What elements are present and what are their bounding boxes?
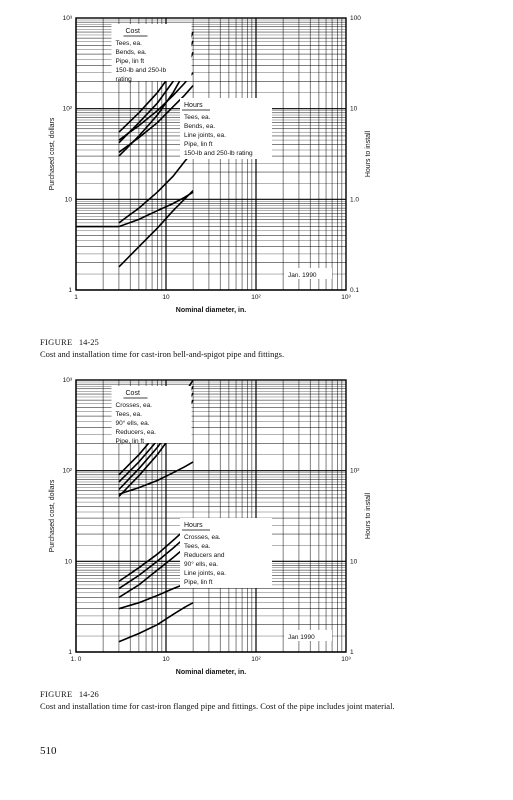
hours-series-label: Tees, ea. [184, 543, 211, 550]
y-tick-label-left: 1 [68, 649, 72, 656]
cost-series-label: Tees, ea. [115, 40, 142, 47]
x-tick-label: 10 [162, 294, 170, 301]
cost-series-label: Reducers, ea. [115, 429, 156, 436]
legend-cost-title: Cost [125, 390, 140, 397]
x-tick-label: 1 [74, 294, 78, 301]
y-axis-label-left: Purchased cost, dollars [49, 117, 56, 191]
date-note: Jan 1990 [288, 634, 315, 641]
date-note: Jan. 1990 [288, 272, 317, 279]
legend-cost-title: Cost [125, 28, 140, 35]
cost-series-label: 90° ells, ea. [115, 420, 150, 427]
y-axis-label-right: Hours to install [365, 130, 372, 178]
figure-number: 14-26 [78, 689, 99, 699]
x-tick-label: 10² [251, 656, 261, 663]
hours-series-label: Crosses, ea. [184, 534, 221, 541]
y-axis-label-right: Hours to install [365, 492, 372, 540]
figure-caption-14-26 [40, 688, 480, 712]
y-tick-label-left: 10² [62, 467, 72, 475]
x-axis-label: Nominal diameter, in. [175, 307, 247, 314]
x-tick-label: 1. 0 [70, 656, 82, 663]
hours-series-label: Line joints, ea. [184, 132, 226, 139]
legend-hours-title: Hours [184, 102, 203, 109]
hours-series-label: Reducers and [184, 552, 225, 559]
figure-number: 14-25 [78, 337, 99, 347]
figure-caption-14-25 [40, 336, 480, 360]
x-axis-label: Nominal diameter, in. [175, 669, 247, 676]
cost-series-label: Crosses, ea. [115, 402, 152, 409]
y-tick-label-left: 10³ [62, 15, 72, 22]
y-tick-label-right: 10² [350, 467, 360, 475]
cost-series-label: Pipe, lin ft [115, 58, 145, 65]
y-tick-label-right: 10 [350, 558, 358, 566]
y-tick-label-left: 10 [64, 558, 72, 566]
hours-series-label: Pipe, lin ft [184, 141, 213, 148]
y-tick-label-right: 1 [350, 649, 354, 656]
cost-series-label: Pipe, lin ft [115, 438, 145, 445]
cost-series-label: 150-lb and 250-lb [115, 67, 167, 74]
y-tick-label-left: 10² [62, 105, 72, 113]
x-tick-label: 10² [251, 294, 261, 301]
hours-series-label: Bends, ea. [184, 123, 216, 130]
y-tick-label-left: 10³ [62, 377, 72, 384]
hours-series-label: 90° ells, ea. [184, 561, 219, 568]
caption-text: Cost and installation time for cast-iron bell-and-spigot pipe and fittings. [40, 349, 285, 359]
hours-series-label: 150-lb and 250-lb rating [184, 150, 253, 157]
figure-label: FIGURE [40, 337, 73, 347]
y-tick-label-left: 1 [68, 287, 72, 294]
cost-series-label: Tees, ea. [115, 411, 142, 418]
x-tick-label: 10³ [341, 656, 351, 663]
hours-series-label: Tees, ea. [184, 114, 211, 121]
figure-label: FIGURE [40, 689, 73, 699]
y-axis-label-left: Purchased cost, dollars [49, 479, 56, 553]
y-tick-label-right: 0.1 [350, 287, 360, 294]
x-tick-label: 10³ [341, 294, 351, 301]
y-tick-label-right: 1.0 [350, 196, 360, 204]
y-tick-label-right: 100 [350, 15, 361, 22]
caption-text: Cost and installation time for cast-iron flanged pipe and fittings. Cost of the pipe includes joint material. [40, 701, 395, 711]
y-tick-label-left: 10 [64, 196, 72, 204]
x-tick-label: 10 [162, 656, 170, 663]
page-number: 510 [40, 745, 57, 757]
hours-series-label: Pipe, lin ft [184, 579, 213, 586]
y-tick-label-right: 10 [350, 105, 358, 113]
hours-series-label: Line joints, ea. [184, 570, 226, 577]
cost-series-label: Bends, ea. [115, 49, 147, 56]
legend-hours-title: Hours [184, 522, 203, 529]
cost-series-label: rating [115, 76, 132, 83]
